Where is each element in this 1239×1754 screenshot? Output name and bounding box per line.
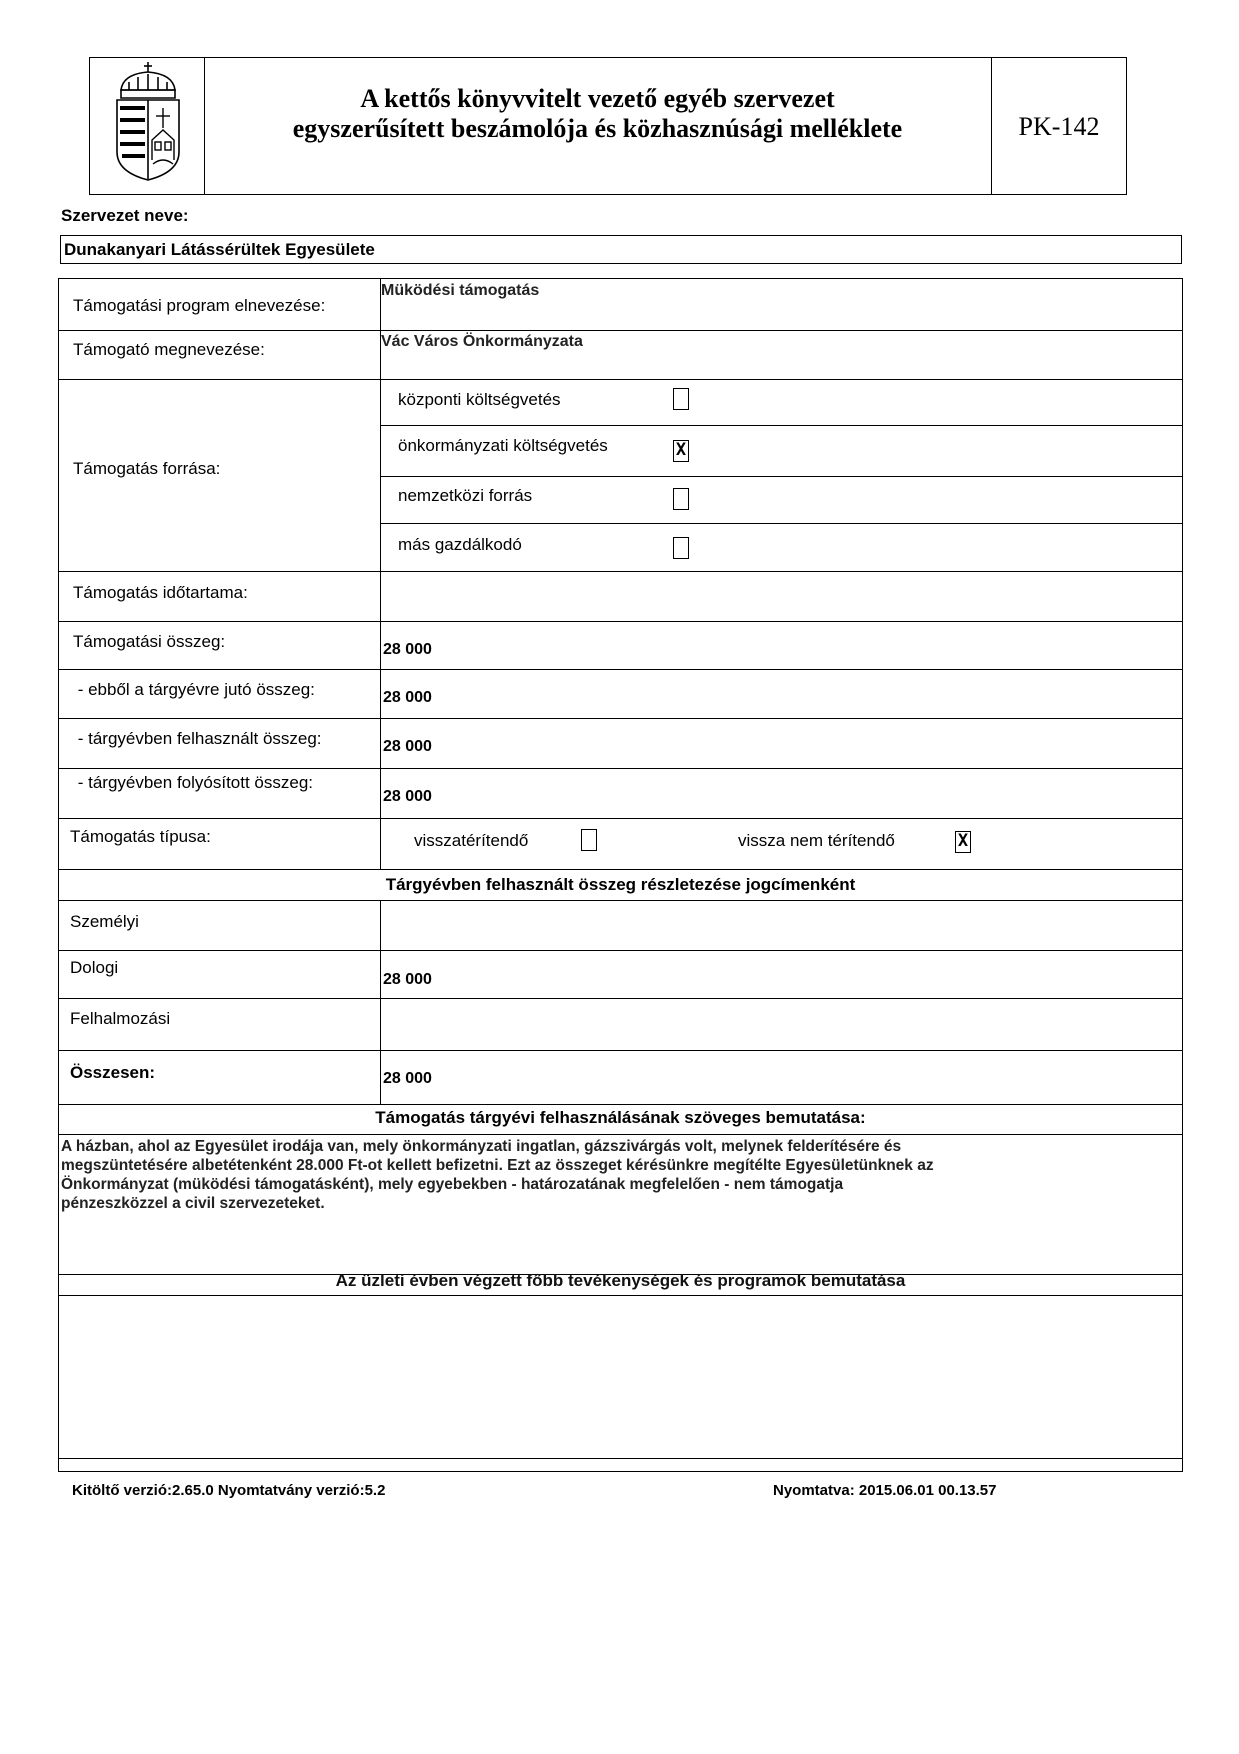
row-divider	[58, 869, 1183, 870]
source-checkbox[interactable]	[673, 488, 689, 510]
nonrefundable-label: vissza nem térítendő	[738, 831, 895, 850]
support-table-divider	[380, 278, 381, 870]
source-option-label: más gazdálkodó	[398, 535, 522, 554]
source-option-label: központi költségvetés	[398, 390, 561, 409]
description-text	[61, 1137, 934, 1213]
program-name-label: Támogatási program elnevezése:	[73, 296, 326, 315]
amount-label: Támogatási összeg:	[73, 632, 226, 651]
used-amount-label: - tárgyévben felhasznált összeg:	[73, 729, 322, 748]
description-line: Önkormányzat (müködési támogatásként), mely egyebekben - határozatának megfelelően - nem támogatja	[61, 1176, 844, 1193]
description-textarea[interactable]	[58, 1134, 1183, 1275]
breakdown-capital-label: Felhalmozási	[70, 1009, 171, 1028]
row-divider	[58, 768, 1183, 769]
description-line: pénzeszközzel a civil szervezeteket.	[61, 1195, 325, 1212]
row-divider	[58, 900, 1183, 901]
source-checkbox[interactable]	[673, 537, 689, 559]
source-option-label: nemzetközi forrás	[398, 486, 533, 505]
row-divider	[58, 998, 1183, 999]
paid-amount-value[interactable]: 28 000	[383, 788, 432, 805]
activities-title: Az üzleti évben végzett főbb tevékenységek és programok bemutatása	[335, 1271, 906, 1290]
breakdown-total-label: Összesen:	[70, 1063, 156, 1082]
row-divider	[380, 523, 1183, 524]
refundable-checkbox[interactable]	[581, 829, 597, 851]
description-line: megszüntetésére albetétenként 28.000 Ft-ot kellett befizetni. Ezt az összeget kérésünkre megítélte Egyesületünknek az	[61, 1157, 934, 1174]
description-title: Támogatás tárgyévi felhasználásának szöveges bemutatása:	[375, 1108, 866, 1127]
activities-textarea[interactable]	[58, 1295, 1183, 1459]
form-code: PK-142	[1018, 112, 1100, 141]
footer-printed: Nyomtatva: 2015.06.01 00.13.57	[773, 1482, 997, 1499]
supporter-value[interactable]: Vác Város Önkormányzata	[381, 333, 583, 350]
paid-amount-label: - tárgyévben folyósított összeg:	[73, 773, 314, 792]
source-label: Támogatás forrása:	[73, 459, 221, 478]
year-part-label: - ebből a tárgyévre jutó összeg:	[73, 680, 315, 699]
row-divider	[58, 669, 1183, 670]
nonrefundable-checkbox[interactable]: X	[955, 831, 971, 853]
form-title	[204, 84, 991, 144]
row-divider	[380, 425, 1183, 426]
used-amount-value[interactable]: 28 000	[383, 738, 432, 755]
source-option-label: önkormányzati költségvetés	[398, 436, 608, 455]
row-divider	[58, 379, 1183, 380]
supporter-label: Támogató megnevezése:	[73, 340, 265, 359]
source-checkbox[interactable]	[673, 388, 689, 410]
year-part-value[interactable]: 28 000	[383, 689, 432, 706]
footer-version: Kitöltő verzió:2.65.0 Nyomtatvány verzió:5.2	[72, 1482, 386, 1499]
row-divider	[58, 818, 1183, 819]
form-title-line2: egyszerűsített beszámolója és közhasznúsági melléklete	[292, 114, 903, 143]
row-divider	[58, 621, 1183, 622]
breakdown-material-value[interactable]: 28 000	[383, 971, 432, 988]
row-divider	[58, 330, 1183, 331]
breakdown-total-value[interactable]: 28 000	[383, 1070, 432, 1087]
org-name-field[interactable]	[60, 235, 1182, 264]
amount-value[interactable]: 28 000	[383, 641, 432, 658]
row-divider	[58, 571, 1183, 572]
support-type-label: Támogatás típusa:	[70, 827, 211, 846]
description-line: A házban, ahol az Egyesület irodája van, mely önkormányzati ingatlan, gázszivárgás volt, melynek felderítésére és	[61, 1138, 902, 1155]
row-divider	[58, 1104, 1183, 1105]
hungarian-coat-of-arms-icon	[113, 60, 183, 182]
breakdown-divider	[380, 900, 381, 1104]
org-name-value: Dunakanyari Látássérültek Egyesülete	[64, 240, 375, 259]
breakdown-material-label: Dologi	[70, 958, 119, 977]
form-title-line1: A kettős könyvvitelt vezető egyéb szervezet	[360, 84, 835, 113]
duration-label: Támogatás időtartama:	[73, 583, 248, 602]
row-divider	[380, 476, 1183, 477]
program-name-value[interactable]: Müködési támogatás	[381, 282, 540, 299]
refundable-label: visszatérítendő	[414, 831, 529, 850]
row-divider	[58, 950, 1183, 951]
row-divider	[58, 718, 1183, 719]
source-checkbox[interactable]: X	[673, 440, 689, 462]
org-name-label: Szervezet neve:	[61, 206, 189, 225]
breakdown-title: Tárgyévben felhasznált összeg részletezése jogcímenként	[385, 875, 856, 894]
row-divider	[58, 1050, 1183, 1051]
breakdown-personnel-label: Személyi	[70, 912, 139, 931]
